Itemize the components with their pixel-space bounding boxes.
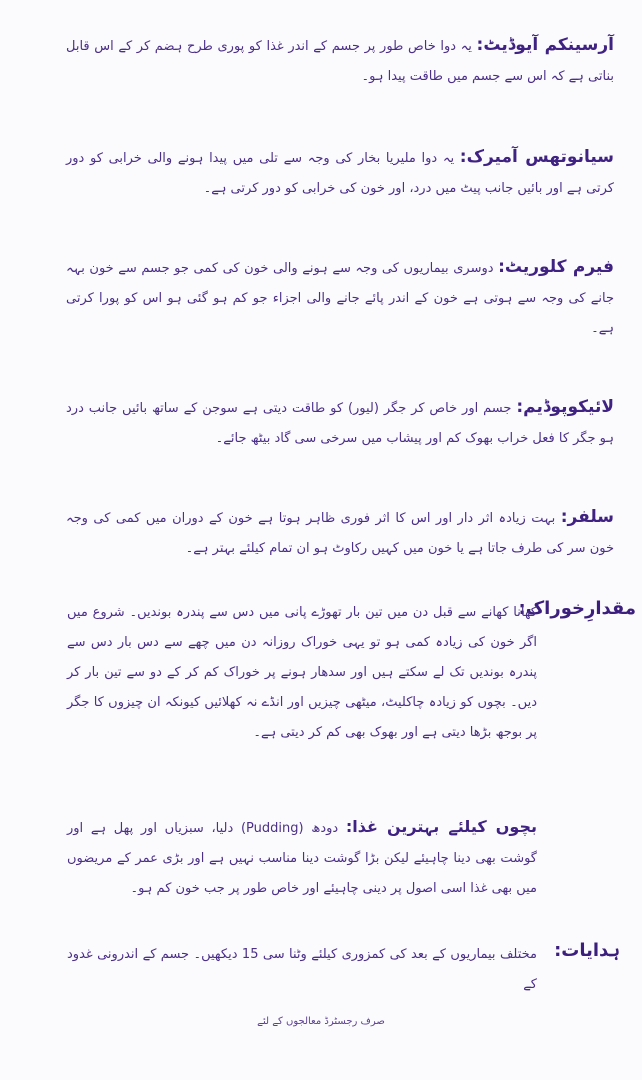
entry-text: یہ دوا ملیریا بخار کی وجہ سے تلی میں پیدا ہونے والی خرابی کو دور کرتی ہے اور بائیں جانب پیٹ میں درد، اور خون کی خرابی کو دور کرتی ہے۔ (66, 151, 614, 196)
entry-text: یہ دوا خاص طور پر جسم کے اندر غذا کو پوری طرح ہضم کر کے اس قابل بناتی ہے کہ اس سے جسم میں طاقت پیدا ہو۔ (66, 39, 614, 84)
entry-title: سلفر: (560, 507, 614, 527)
children-food-block (67, 812, 537, 904)
children-food-title: بچوں کیلئے بہترین غذا: (345, 817, 537, 836)
children-food-text: دودھ (Pudding) دلیا، سبزیاں اور پھل ہے اور گوشت بھی دینا چاہیئے لیکن بڑا گوشت دینا مناسب نہیں ہے اور بڑی عمر کے مریضوں میں بھی غذا اسی اصول پر دینی چاہیئے اور خاص طور پر جب خون کم ہو۔ (67, 821, 537, 896)
entry-title: لائیکوپوڈیم: (516, 397, 614, 417)
entry-title: آرسینکم آیوڈیٹ: (476, 35, 615, 55)
instructions-text: مختلف بیماریوں کے بعد کی کمزوری کیلئے وٹنا سی 15 دیکھیں۔ جسم کے اندرونی غدود کے (67, 947, 537, 992)
entry-text: بہت زیادہ اثر دار اور اس کا اثر فوری ظاہر ہوتا ہے خون کے دوران میں کمی کی وجہ خون سر کی طرف جاتا ہے یا خون میں کہیں رکاوٹ ہو ان تمام کیلئے بہتر ہے۔ (66, 511, 614, 556)
dosage-label: مقدارِخوراک: (518, 598, 636, 619)
entry-text: جسم اور خاص کر جگر (لیور) کو طاقت دیتی ہے سوجن کے ساتھ بائیں جانب درد ہو جگر کا فعل خراب بھوک کم اور پیشاب میں سرخی سی گاد بیٹھ جائے۔ (66, 401, 614, 446)
dosage-text: کھانا کھانے سے قبل دن میں تین بار تھوڑے پانی میں دس سے پندرہ بوندیں۔ شروع میں اگر خون کی زیادہ کمی ہو تو یہی خوراک روزانہ دن میں چھے سے دس بار دس سے پندرہ بوندیں تک لے سکتے ہیں اور سدھار ہونے پر خوراک کم کر کے دو سے تین بار کر دیں۔ بچوں کو زیادہ چاکلیٹ، میٹھی چیزیں اور انڈے نہ کھلائیں کیونکہ ان چیزوں کا جگر پر بوجھ بڑھا دیتی ہے اور بھوک بھی کم کر دیتی ہے۔ (67, 605, 537, 740)
entry-ceanothus (66, 142, 614, 204)
entry-title: سیانوتھس آمیرک: (459, 147, 615, 167)
entry-text: دوسری بیماریوں کی وجہ سے ہونے والی خون کی کمی جو جسم سے خون بہہ جانے کی وجہ سے ہوتی ہے خون کے اندر پائے جانے والی اجزاء جو کم ہو گئی ہو اس کو پورا کرتی ہے۔ (66, 261, 614, 336)
instructions-label: ہدایات: (554, 940, 620, 961)
entry-lycopodium (66, 392, 614, 454)
entry-ferrum (66, 252, 614, 344)
entry-arsenicum (66, 30, 614, 92)
footer-note: صرف رجسٹرڈ معالجوں کے لئے (257, 1016, 385, 1027)
entry-title: فیرم کلوریٹ: (498, 257, 614, 277)
entry-sulphur (66, 502, 614, 564)
